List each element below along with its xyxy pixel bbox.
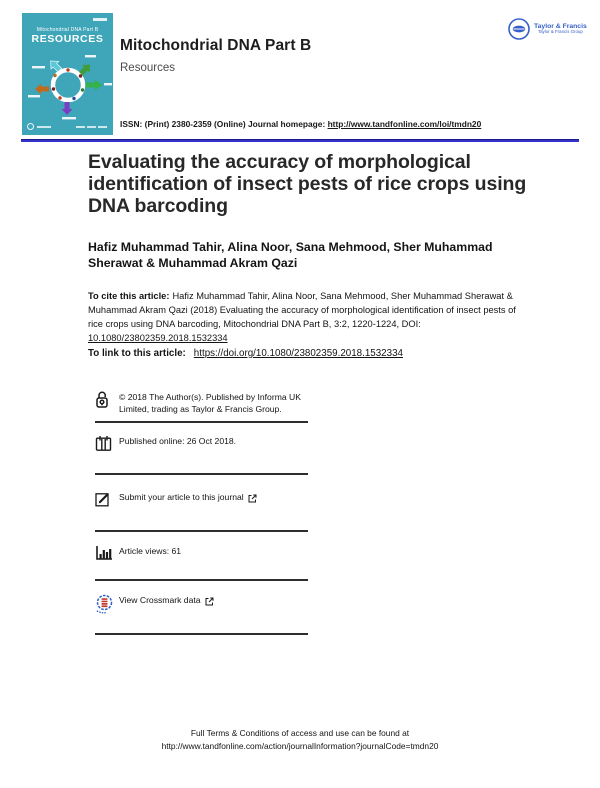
article-views-row xyxy=(95,532,308,581)
published-online-row xyxy=(95,423,308,475)
journal-header xyxy=(120,37,311,74)
journal-cover-thumbnail xyxy=(22,13,113,135)
external-link-icon xyxy=(248,490,257,508)
article-views-text: Article views: 61 xyxy=(119,546,182,557)
open-access-icon xyxy=(95,389,119,414)
terms-text: Full Terms & Conditions of access and use can be found at xyxy=(190,728,410,738)
submit-article-row[interactable] xyxy=(95,475,308,532)
submit-pencil-icon xyxy=(95,489,119,512)
cover-issn-code xyxy=(93,18,107,21)
publisher-logo xyxy=(507,17,587,41)
calendar-icon xyxy=(95,433,119,457)
journal-subtitle: Resources xyxy=(120,62,175,74)
publisher-group: Taylor & Francis Group xyxy=(537,29,583,35)
issn-label: ISSN: (Print) 2380-2359 (Online) Journal homepage: xyxy=(120,119,328,129)
taylor-francis-globe-icon xyxy=(507,17,531,41)
copyright-text: © 2018 The Author(s). Published by Informa UK Limited, trading as Taylor & Francis Group. xyxy=(119,392,301,414)
terms-url[interactable]: http://www.tandfonline.com/action/journalInformation?journalCode=tmdn20 xyxy=(161,740,439,751)
crossmark-link[interactable]: View Crossmark data xyxy=(119,595,201,606)
cover-journal-name: Mitochondrial DNA Part B xyxy=(36,27,99,33)
journal-homepage-link[interactable]: http://www.tandfonline.com/loi/tmdn20 xyxy=(327,119,482,129)
plasmid-diagram-icon xyxy=(22,47,113,121)
copyright-row xyxy=(95,384,308,423)
crossmark-row[interactable] xyxy=(95,581,308,635)
article-info-box xyxy=(95,384,308,635)
journal-title: Mitochondrial DNA Part B xyxy=(120,37,312,54)
published-online-text: Published online: 26 Oct 2018. xyxy=(119,436,237,447)
doi-url-link[interactable]: https://doi.org/10.1080/23802359.2018.1532334 xyxy=(193,348,403,359)
citation-block xyxy=(88,290,516,346)
cite-label: To cite this article: xyxy=(88,291,170,301)
crossmark-icon xyxy=(95,592,119,619)
cover-resources-title: RESOURCES xyxy=(31,33,104,45)
article-link-block xyxy=(88,348,403,359)
external-link-icon xyxy=(205,593,214,611)
link-label: To link to this article: xyxy=(88,348,186,359)
header-divider xyxy=(21,139,579,142)
submit-article-link[interactable]: Submit your article to this journal xyxy=(119,492,244,503)
cover-publisher-logo-icon xyxy=(27,123,34,130)
issn-line xyxy=(120,119,481,129)
article-authors: Hafiz Muhammad Tahir, Alina Noor, Sana Mehmood, Sher Muhammad Sherawat & Muhammad Akram Qazi xyxy=(88,240,493,270)
bar-chart-icon xyxy=(95,543,119,566)
cover-footer xyxy=(22,121,113,135)
article-title: Evaluating the accuracy of morphological identification of insect pests of rice crops using DNA barcoding xyxy=(88,151,527,218)
terms-footer xyxy=(0,727,600,752)
doi-link[interactable]: 10.1080/23802359.2018.1532334 xyxy=(88,332,228,343)
cite-text: Hafiz Muhammad Tahir, Alina Noor, Sana Mehmood, Sher Muhammad Sherawat & Muhammad Akram Qazi (2018) Evaluating the accuracy of morphological identification of insect pests of rice crops using DNA barcoding, Mitochondrial DNA Part B, 3:2, 1220-1224, DOI: xyxy=(88,291,516,329)
publisher-name: Taylor & Francis xyxy=(534,22,587,30)
